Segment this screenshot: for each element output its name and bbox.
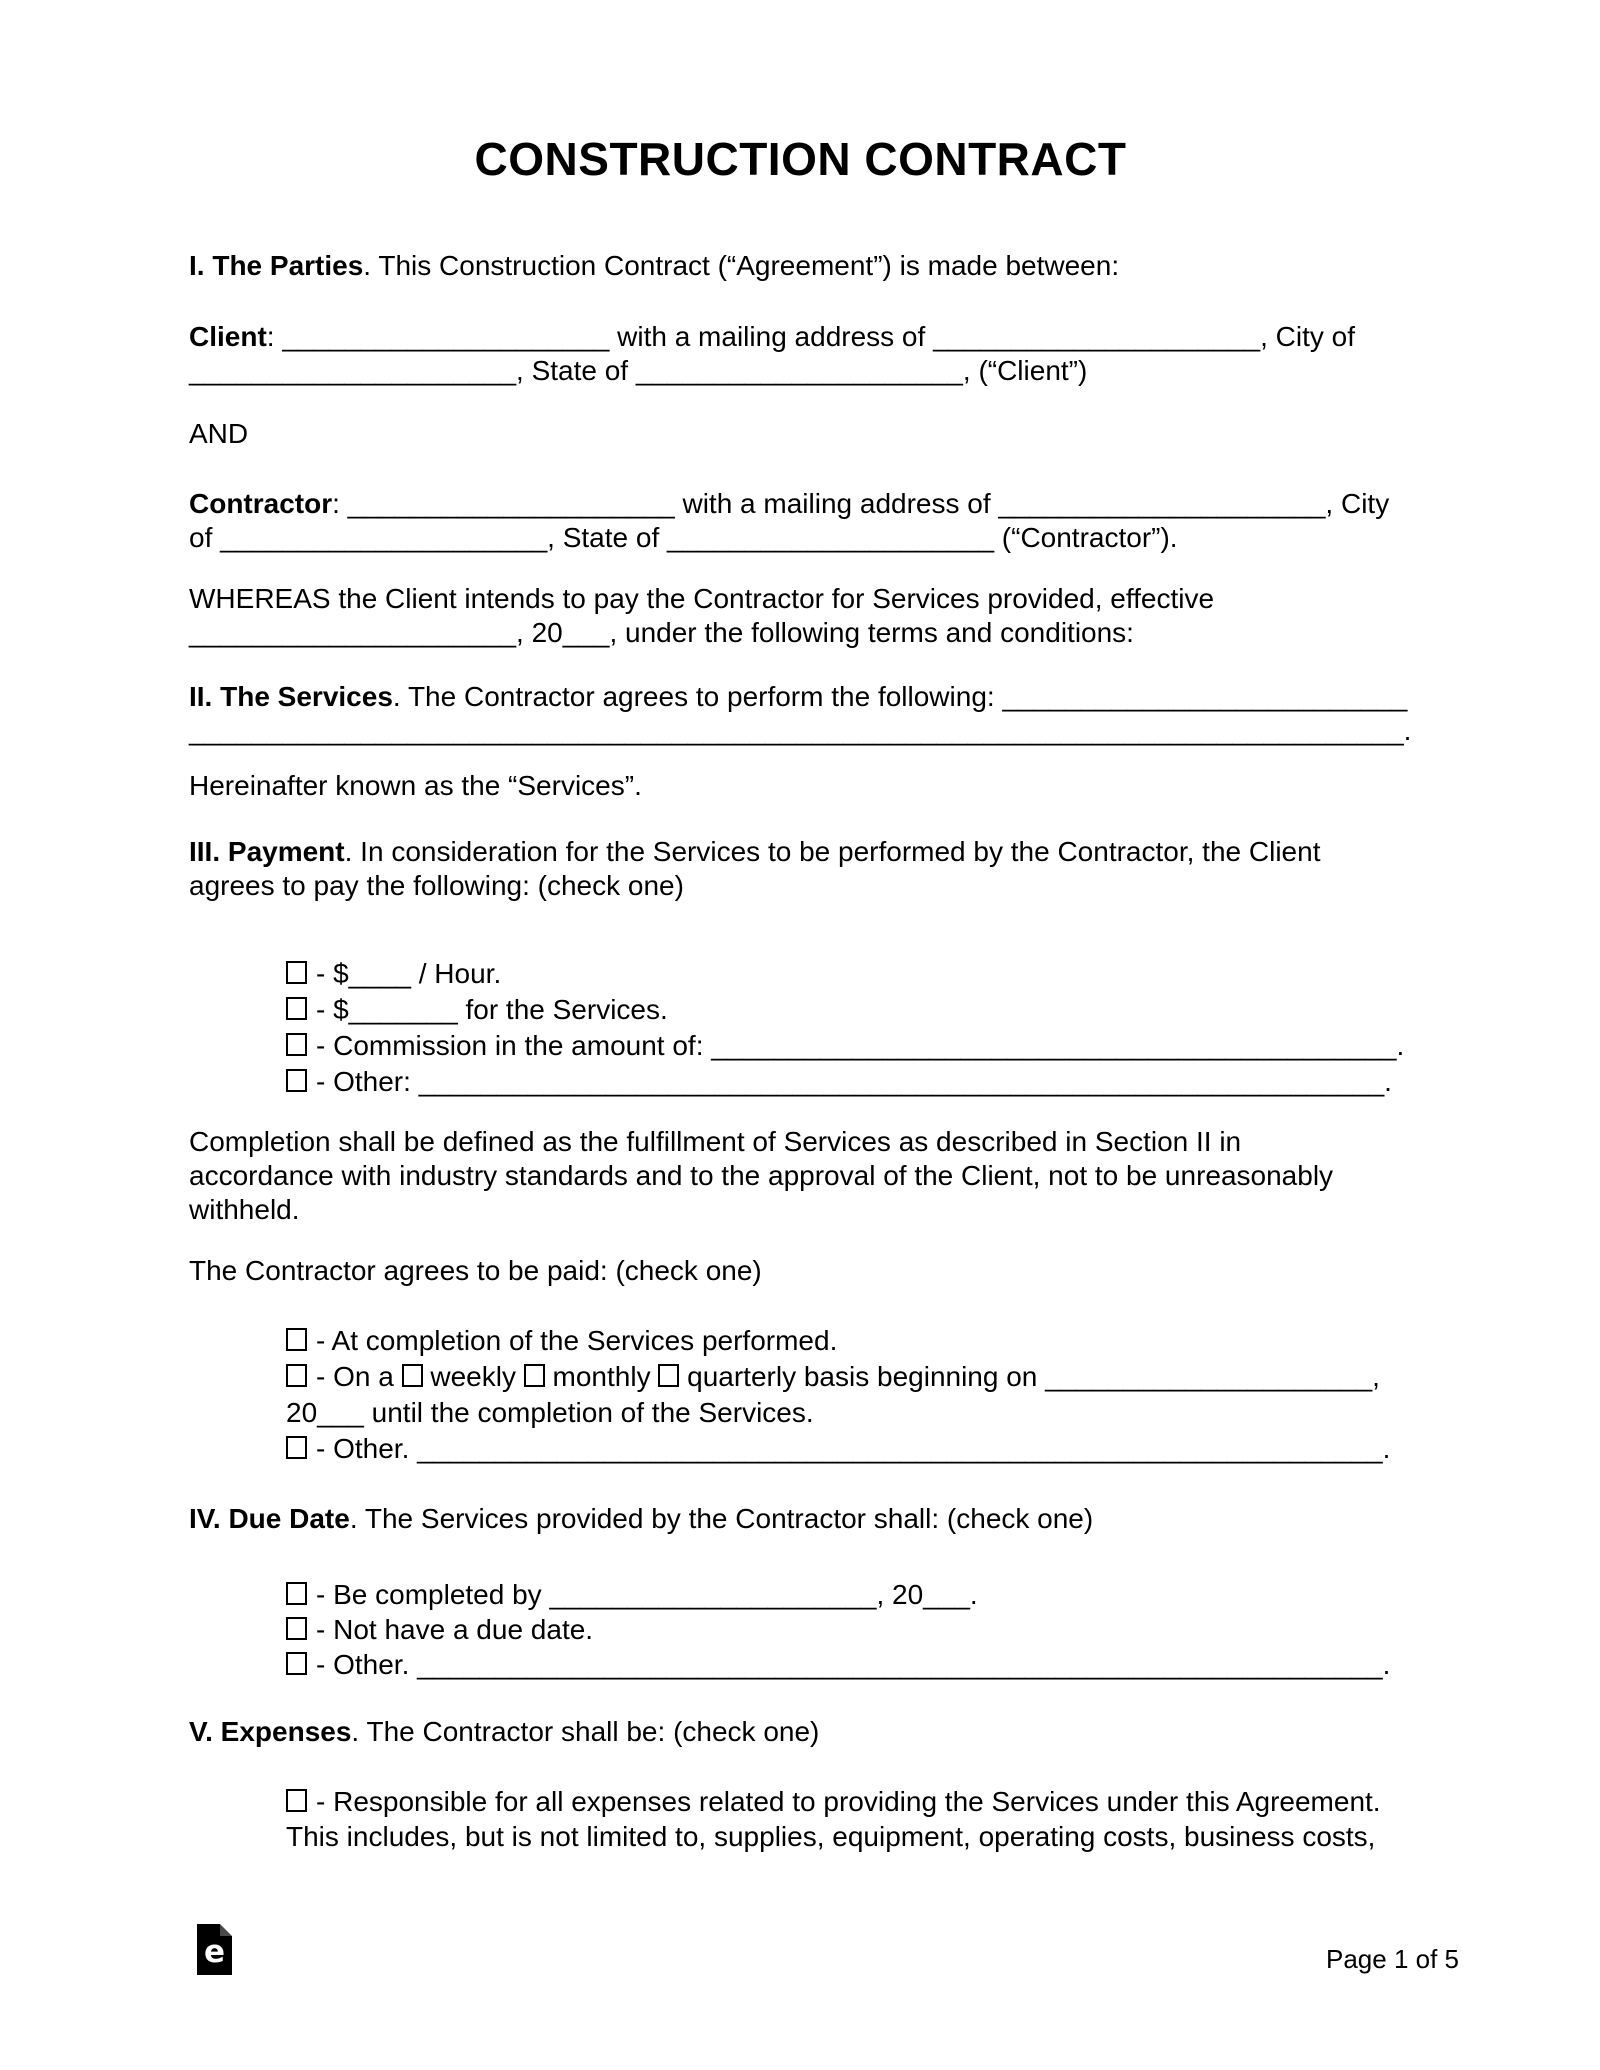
completed-by-option-text: - Be completed by _____________________, 20___. — [316, 1579, 978, 1610]
payment-line-1 — [189, 835, 1412, 869]
services-heading-label: II. The Services — [189, 681, 393, 712]
expenses-line-1 — [189, 1715, 1412, 1749]
and-line — [189, 417, 1412, 451]
and-paragraph — [189, 417, 1412, 451]
at-completion-option-text: - At completion of the Services performed. — [316, 1325, 838, 1356]
payment-other-checkbox[interactable] — [286, 1069, 307, 1092]
paid-other-option-text: - Other. ______________________________________________________________. — [316, 1433, 1391, 1464]
due-date-heading-label: IV. Due Date — [189, 1503, 350, 1534]
fixed-amount-checkbox[interactable] — [286, 997, 307, 1020]
completion-line-3 — [189, 1193, 1412, 1227]
paid-intro-paragraph — [189, 1254, 1412, 1288]
completion-paragraph — [189, 1125, 1412, 1227]
payment-option-hourly — [286, 956, 1412, 992]
client-line-1 — [189, 320, 1412, 354]
document-content — [189, 0, 1412, 1854]
parties-heading-label: I. The Parties — [189, 250, 364, 281]
basis-seg-monthly: monthly — [544, 1361, 659, 1392]
basis-checkbox[interactable] — [286, 1364, 307, 1387]
completion-text-2: accordance with industry standards and to the approval of the Client, not to be unreasonably — [189, 1160, 1334, 1191]
payment-heading-label: III. Payment — [189, 836, 345, 867]
expenses-heading-label: V. Expenses — [189, 1716, 352, 1747]
expenses-line-1-rest: . The Contractor shall be: (check one) — [351, 1716, 820, 1747]
commission-option-text: - Commission in the amount of: ____________________________________________. — [316, 1030, 1405, 1061]
due-date-option-completed-by — [286, 1577, 1412, 1612]
section-parties-heading — [189, 249, 1412, 283]
basis-seg-weekly: weekly — [422, 1361, 524, 1392]
completion-text-3: withheld. — [189, 1194, 300, 1225]
eforms-logo-letter: e — [203, 1934, 226, 1970]
section-due-date — [189, 1502, 1412, 1536]
due-date-option-other — [286, 1647, 1412, 1682]
basis-seg-quarterly: quarterly basis beginning on _____________________, — [679, 1361, 1380, 1392]
expenses-options — [189, 1784, 1412, 1854]
payment-option-other — [286, 1064, 1412, 1100]
quarterly-checkbox[interactable] — [658, 1364, 679, 1387]
completion-line-1 — [189, 1125, 1412, 1159]
completed-by-checkbox[interactable] — [286, 1582, 307, 1605]
completion-text-1: Completion shall be defined as the fulfillment of Services as described in Section II in — [189, 1126, 1242, 1157]
expenses-option-responsible-continued — [286, 1819, 1412, 1854]
whereas-text-2: _____________________, 20___, under the following terms and conditions: — [189, 617, 1134, 648]
eforms-logo — [197, 1924, 232, 1975]
and-text: AND — [189, 418, 249, 449]
payment-line-2-text: agrees to pay the following: (check one) — [189, 870, 684, 901]
contractor-line-2-blanks: of _____________________, State of _____________________ (“Contractor”). — [189, 522, 1178, 553]
basis-seg-1: - On a — [316, 1361, 402, 1392]
responsible-continuation-text: This includes, but is not limited to, supplies, equipment, operating costs, business costs, — [286, 1821, 1376, 1852]
client-line-2 — [189, 354, 1412, 388]
payment-line-2 — [189, 869, 1412, 903]
paid-intro-line — [189, 1254, 1412, 1288]
due-date-option-no-due-date — [286, 1612, 1412, 1647]
paid-intro-text: The Contractor agrees to be paid: (check one) — [189, 1255, 762, 1286]
section-payment — [189, 835, 1412, 903]
contractor-line-1 — [189, 487, 1412, 521]
expenses-option-responsible — [286, 1784, 1412, 1819]
hereinafter-text: Hereinafter known as the “Services”. — [189, 770, 642, 801]
services-line-1 — [189, 680, 1412, 714]
weekly-checkbox[interactable] — [402, 1364, 423, 1387]
commission-checkbox[interactable] — [286, 1033, 307, 1056]
at-completion-checkbox[interactable] — [286, 1328, 307, 1351]
hereinafter-paragraph — [189, 769, 1412, 803]
whereas-text-1: WHEREAS the Client intends to pay the Contractor for Services provided, effective — [189, 583, 1215, 614]
client-paragraph — [189, 320, 1412, 388]
payment-line-1-rest: . In consideration for the Services to be performed by the Contractor, the Client — [344, 836, 1321, 867]
hourly-option-text: - $____ / Hour. — [316, 958, 502, 989]
paid-option-basis-continued — [286, 1395, 1412, 1431]
due-date-line-1-rest: . The Services provided by the Contractor shall: (check one) — [349, 1503, 1094, 1534]
hourly-checkbox[interactable] — [286, 961, 307, 984]
payment-other-option-text: - Other: ______________________________________________________________. — [316, 1066, 1392, 1097]
section-expenses — [189, 1715, 1412, 1749]
paid-option-basis — [286, 1359, 1412, 1395]
whereas-line-2 — [189, 616, 1412, 650]
no-due-date-option-text: - Not have a due date. — [316, 1614, 594, 1645]
paid-option-completion — [286, 1323, 1412, 1359]
contractor-line-1-blanks: : _____________________ with a mailing address of _____________________, City — [332, 488, 1390, 519]
whereas-line-1 — [189, 582, 1412, 616]
document-title: CONSTRUCTION CONTRACT — [474, 133, 1127, 185]
whereas-paragraph — [189, 582, 1412, 650]
contractor-label: Contractor — [189, 488, 333, 519]
contractor-line-2 — [189, 521, 1412, 555]
contractor-paragraph — [189, 487, 1412, 555]
due-date-options — [189, 1577, 1412, 1682]
payment-option-fixed — [286, 992, 1412, 1028]
monthly-checkbox[interactable] — [524, 1364, 545, 1387]
client-line-1-blanks: : _____________________ with a mailing address of _____________________, City of — [266, 321, 1355, 352]
hereinafter-line — [189, 769, 1412, 803]
due-date-other-checkbox[interactable] — [286, 1652, 307, 1675]
services-line-2 — [189, 714, 1412, 748]
completion-line-2 — [189, 1159, 1412, 1193]
client-line-2-blanks: _____________________, State of _____________________, (“Client”) — [189, 355, 1088, 386]
page-number: Page 1 of 5 — [1326, 1944, 1459, 1974]
no-due-date-checkbox[interactable] — [286, 1617, 307, 1640]
paid-other-checkbox[interactable] — [286, 1436, 307, 1459]
parties-heading-rest: . This Construction Contract (“Agreement”) is made between: — [363, 250, 1120, 281]
section-services — [189, 680, 1412, 748]
services-blank-line: ______________________________________________________________________________. — [189, 715, 1412, 746]
parties-heading-line — [189, 249, 1412, 283]
basis-continuation-text: 20___ until the completion of the Services. — [286, 1397, 814, 1428]
payment-options — [189, 956, 1412, 1100]
fixed-amount-option-text: - $_______ for the Services. — [316, 994, 668, 1025]
due-date-line-1 — [189, 1502, 1412, 1536]
responsible-checkbox[interactable] — [286, 1789, 307, 1812]
paid-options — [189, 1323, 1412, 1467]
services-line-1-rest: . The Contractor agrees to perform the following: __________________________ — [392, 681, 1408, 712]
client-label: Client — [189, 321, 267, 352]
payment-option-commission — [286, 1028, 1412, 1064]
due-date-other-option-text: - Other. ______________________________________________________________. — [316, 1649, 1391, 1680]
responsible-option-text: - Responsible for all expenses related to providing the Services under this Agreement. — [316, 1786, 1381, 1817]
paid-option-other — [286, 1431, 1412, 1467]
